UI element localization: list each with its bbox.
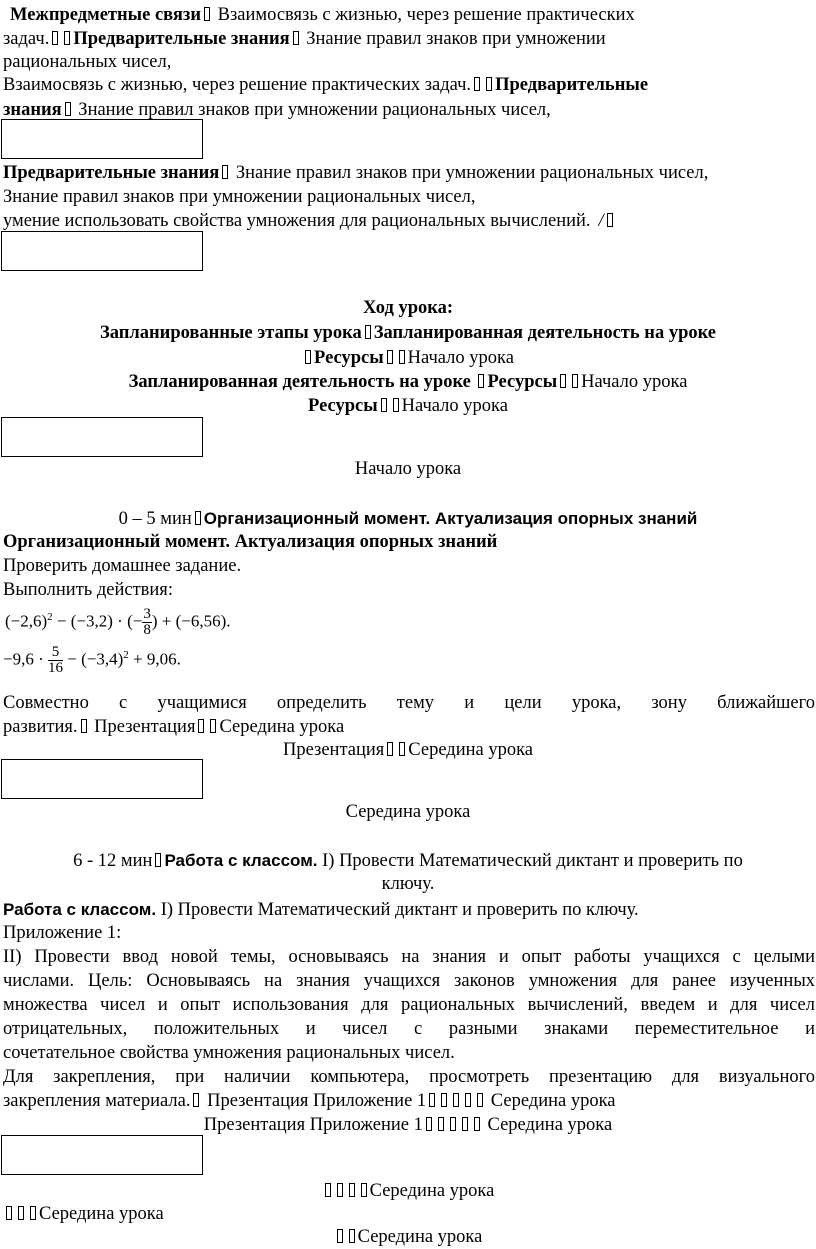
justified-line: Совместно с учащимися определить тему и цели урока, зону ближайшего [3,693,815,713]
missing-glyph-icon [305,350,311,364]
missing-glyph-icon [64,31,70,45]
missing-glyph-icon [349,1183,355,1197]
missing-glyph-icon [52,31,58,45]
text-line: Середина урока [0,1180,816,1203]
math-expression-2: −9,6 · $\frac{5}{16}$ − $(-3,4)^2 + 9,06$. [3,644,181,677]
justified-line: числами. Цель: Основываясь на знания учащихся законов умножения для ранее изученных [3,971,815,991]
missing-glyph-icon [465,1093,471,1107]
missing-glyph-icon [30,1206,36,1220]
text-line: умение использовать свойства умножения для рациональных вычислений. / [3,210,616,233]
text-line: Межпредметные связи Взаимосвязь с жизнью, через решение практических [10,5,635,25]
text-line: Проверить домашнее задание. [3,556,242,576]
missing-glyph-icon [365,325,371,339]
missing-glyph-icon [222,165,228,179]
missing-glyph-icon [399,350,405,364]
missing-glyph-icon [325,1183,331,1197]
missing-glyph-icon [337,1183,343,1197]
text-line: Запланированные этапы урока Запланированная деятельность на уроке [99,323,717,343]
missing-glyph-icon [426,1117,432,1131]
math-expression-1: $(-2,6)^2 - (-3,2)$ · (− $\frac{3}{8}$ ) + (−6,56). [5,606,231,639]
text-line: ключу. [381,874,435,894]
missing-glyph-icon [399,742,405,756]
text-line: Приложение 1: [3,923,122,943]
section-middle: Середина урока [345,802,471,822]
missing-glyph-icon [361,1183,367,1197]
missing-glyph-icon [210,719,216,733]
time-range: 6 - 12 мин [73,851,153,871]
text-line: сочетательное свойства умножения рациональных чисел. [3,1043,455,1063]
missing-glyph-icon [450,1117,456,1131]
stage-title: Организационный момент. Актуализация опорных знаний [3,532,498,552]
text-line: Презентация Приложение 1 Середина урока [203,1115,613,1135]
text-line: Предварительные знания Знание правил знаков при умножении рациональных чисел, [3,163,709,183]
text-line: Презентация Середина урока [282,740,534,760]
text-line: Запланированная деятельность на уроке Ресурсы Начало урока [128,372,688,392]
justified-line: Для закрепления, при наличии компьютера, просмотреть презентацию для визуального [3,1067,815,1087]
text-line: задач. Предварительные знания Знание правил знаков при умножении [3,29,606,49]
missing-glyph-icon [477,1093,483,1107]
missing-glyph-icon [337,1229,343,1243]
text-line: Ресурсы Начало урока [0,347,816,370]
text-line: Выполнить действия: [3,580,173,600]
fraction: $\frac{3}{8}$ [143,606,151,639]
missing-glyph-icon [198,719,204,733]
text-line: рациональных чисел, [3,52,172,72]
missing-glyph-icon [193,1093,199,1107]
fraction: $\frac{5}{16}$ [48,644,63,677]
text-line: Середина урока [0,1226,816,1249]
missing-glyph-icon [65,102,71,116]
missing-glyph-icon [18,1206,24,1220]
missing-glyph-icon [387,350,393,364]
missing-glyph-icon [6,1206,12,1220]
text-line: закрепления материала. Презентация Приложение 1 Середина урока [3,1091,616,1111]
section-start: Начало урока [354,459,462,479]
text-line: Взаимосвязь с жизнью, через решение практических задач. Предварительные [3,75,649,95]
lesson-heading: Ход урока: [362,298,454,318]
prelim-knowledge-label: Предварительные знания [73,29,290,49]
missing-glyph-icon [293,31,299,45]
text-line: Ресурсы Начало урока [308,396,508,416]
missing-glyph-icon [349,1229,355,1243]
empty-cell-box [1,119,203,159]
missing-glyph-icon [441,1093,447,1107]
justified-line: множества чисел и опыт использования для рациональных вычислений, введем и для чисел [3,995,815,1015]
text-line: 0 – 5 мин Организационный момент. Актуализация опорных знаний [118,509,698,529]
missing-glyph-icon [474,77,480,91]
missing-glyph-icon [387,742,393,756]
text-line: Знание правил знаков при умножении рациональных чисел, [3,187,476,207]
missing-glyph-icon [195,511,201,525]
missing-glyph-icon [155,853,161,867]
empty-cell-box [1,1135,203,1175]
empty-cell-box [1,759,203,799]
missing-glyph-icon [393,398,399,412]
text-line: Работа с классом. I) Провести Математический диктант и проверить по ключу. [3,900,639,920]
text-line: 6 - 12 мин Работа с классом. I) Провести Математический диктант и проверить по [73,851,743,871]
missing-glyph-icon [478,374,484,388]
cross-subject-label: Межпредметные связи [10,5,202,25]
missing-glyph-icon [429,1093,435,1107]
missing-glyph-icon [607,213,613,227]
missing-glyph-icon [81,719,87,733]
missing-glyph-icon [381,398,387,412]
missing-glyph-icon [486,77,492,91]
justified-line: II) Провести ввод новой темы, основываясь на знания и опыт работы учащихся с целыми [3,947,815,967]
missing-glyph-icon [474,1117,480,1131]
empty-cell-box [1,417,203,457]
missing-glyph-icon [462,1117,468,1131]
missing-glyph-icon [560,374,566,388]
text-line: знания Знание правил знаков при умножении рациональных чисел, [3,100,551,120]
missing-glyph-icon [453,1093,459,1107]
missing-glyph-icon [438,1117,444,1131]
empty-cell-box [1,231,203,271]
justified-line: отрицательных, положительных и чисел с разными знаками переместительное и [3,1019,815,1039]
text-line: Середина урока [3,1203,164,1226]
missing-glyph-icon [572,374,578,388]
text-line: развития. Презентация Середина урока [3,717,345,737]
missing-glyph-icon [204,7,210,21]
time-range: 0 – 5 мин [118,509,192,529]
